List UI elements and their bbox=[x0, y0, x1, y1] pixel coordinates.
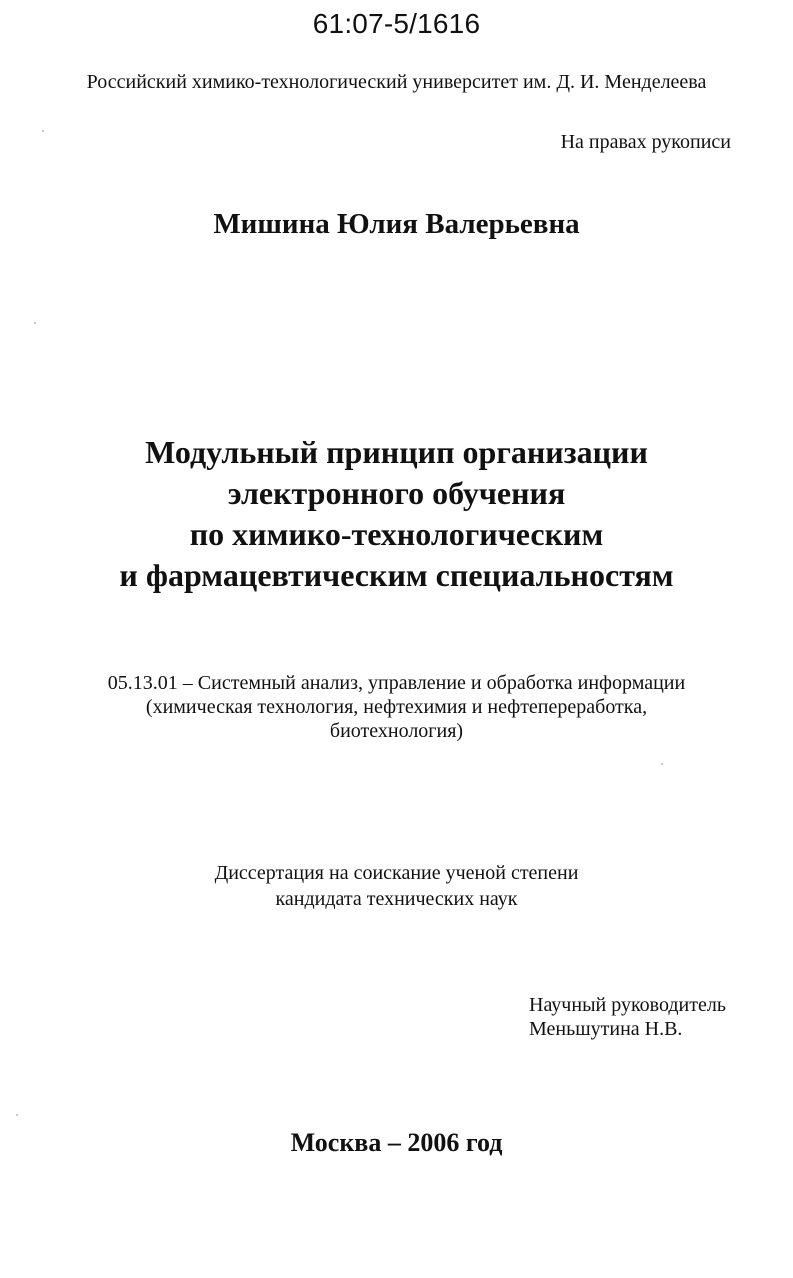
title-line: по химико-технологическим bbox=[189, 516, 604, 552]
specialty-line: 05.13.01 – Системный анализ, управление и обработка информации bbox=[107, 672, 686, 694]
specialty-line: биотехнология) bbox=[329, 720, 464, 742]
title-line: Модульный принцип организации bbox=[145, 434, 648, 470]
degree-statement bbox=[0, 860, 793, 912]
specialty-line: (химическая технология, нефтехимия и нефтепереработка, bbox=[145, 696, 648, 718]
author-name: Мишина Юлия Валерьевна bbox=[213, 208, 580, 240]
manuscript-rights-note: На правах рукописи bbox=[560, 131, 731, 153]
university-name: Российский химико-технологический университет им. Д. И. Менделеева bbox=[86, 71, 707, 93]
title-line: электронного обучения bbox=[227, 475, 566, 511]
specialty-description bbox=[0, 671, 793, 743]
dissertation-title bbox=[0, 432, 793, 596]
scan-speck bbox=[34, 322, 36, 324]
catalog-number: 61:07-5/1616 bbox=[312, 8, 481, 39]
degree-line: Диссертация на соискание ученой степени bbox=[214, 862, 579, 884]
supervisor-label: Научный руководитель bbox=[529, 994, 726, 1016]
supervisor-name: Меньшутина Н.В. bbox=[529, 1018, 683, 1040]
scientific-supervisor bbox=[529, 993, 726, 1041]
scan-speck bbox=[661, 763, 663, 765]
scan-speck bbox=[42, 130, 44, 132]
title-line: и фармацевтическим специальностям bbox=[119, 557, 674, 593]
scan-speck bbox=[16, 1114, 18, 1116]
degree-line: кандидата технических наук bbox=[275, 888, 518, 910]
city-and-year: Москва – 2006 год bbox=[290, 1128, 503, 1157]
